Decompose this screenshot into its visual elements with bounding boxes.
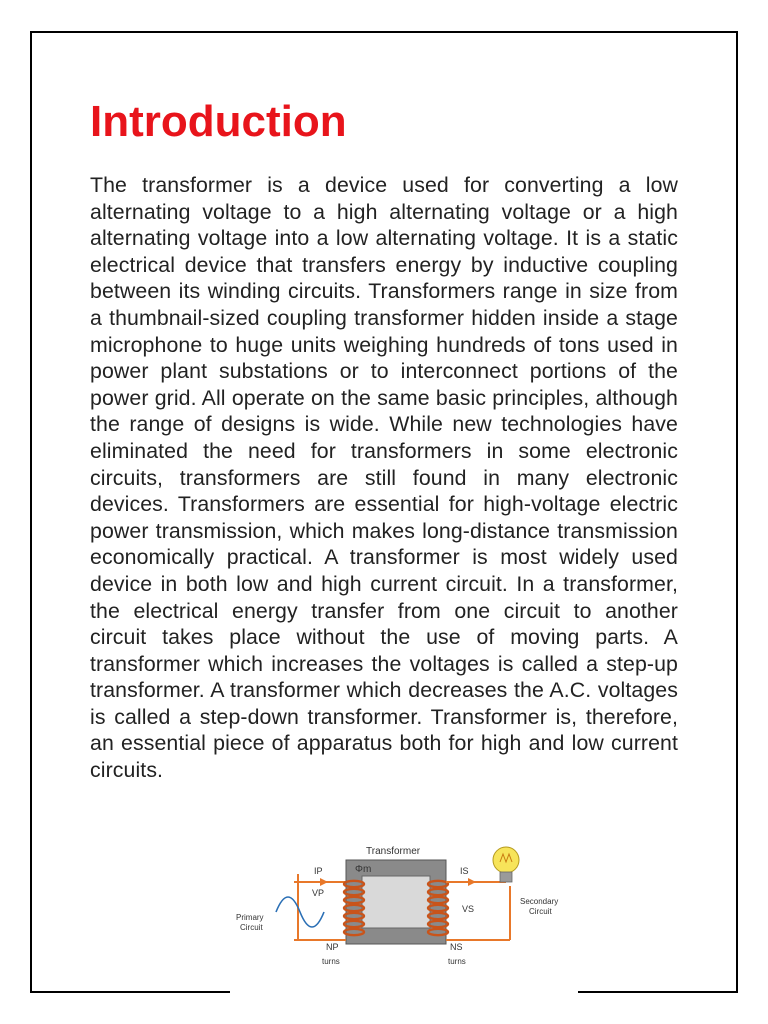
secondary-current-arrow xyxy=(468,878,476,886)
diagram-title: Transformer xyxy=(366,846,421,857)
ac-source-wave xyxy=(276,897,324,927)
transformer-diagram xyxy=(228,840,578,970)
primary-circuit-label-line2: Circuit xyxy=(240,923,263,932)
primary-current-arrow xyxy=(320,878,328,886)
light-bulb-icon xyxy=(493,847,519,882)
page-border-bottom-left xyxy=(30,991,230,993)
secondary-turns-word: turns xyxy=(448,957,466,966)
transformer-core-window xyxy=(362,876,430,928)
primary-current-label: IP xyxy=(314,866,323,876)
primary-voltage-label: VP xyxy=(312,888,325,898)
page-border-right xyxy=(736,31,738,993)
intro-paragraph: The transformer is a device used for converting a low alternating voltage to a high alternating voltage or a high alternating voltage into a low alternating voltage. It is a static electrical device that transfers energy by inductive coupling between its winding circuits. Transformers range in size from a thumbnail-sized coupling transformer hidden inside a stage microphone to huge units weighing hundreds of tons used in power plant substations or to interconnect portions of the power grid. All operate on the same basic principles, although the range of designs is wide. While new technologies have eliminated the need for transformers in some electronic circuits, transformers are still found in many electronic devices. Transformers are essential for high-voltage electric power transmission, which makes long-distance transmission economically practical. A transformer is most widely used device in both low and high current circuit. In a transformer, the electrical energy transfer from one circuit to another circuit takes place without the use of moving parts. A transformer which increases the voltages is called a step-up transformer. A transformer which decreases the A.C. voltages is called a step-down transformer. Transformer is, therefore, an essential piece of apparatus both for high and low current circuits. xyxy=(90,173,678,783)
page-border-bottom-right xyxy=(578,991,738,993)
primary-turns-symbol: NP xyxy=(326,942,339,952)
secondary-voltage-label: VS xyxy=(462,904,475,914)
secondary-turns-symbol: NS xyxy=(450,942,463,952)
page-border-top xyxy=(30,31,738,33)
page-border-left xyxy=(30,31,32,993)
secondary-circuit-label-line1: Secondary xyxy=(520,897,559,906)
secondary-circuit-label-line2: Circuit xyxy=(529,907,552,916)
secondary-current-label: IS xyxy=(460,866,469,876)
flux-label: Φm xyxy=(355,864,372,875)
section-heading: Introduction xyxy=(90,97,347,146)
primary-circuit-label-line1: Primary xyxy=(236,913,264,922)
primary-turns-word: turns xyxy=(322,957,340,966)
